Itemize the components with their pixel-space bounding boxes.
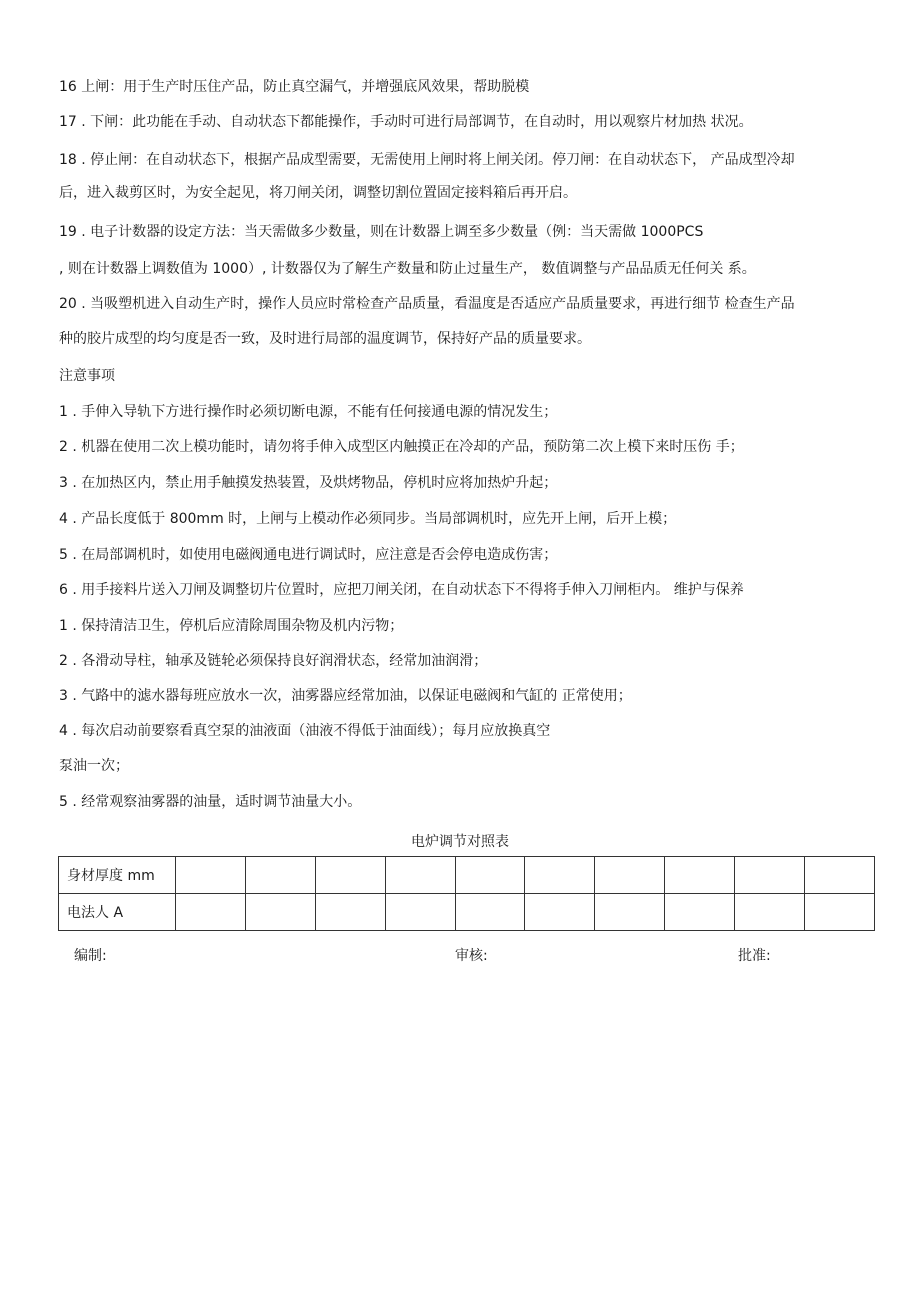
paragraph-20-cont: 种的胶片成型的均匀度是否一致，及时进行局部的温度调节，保持好产品的质量要求。 [59, 331, 591, 347]
table-cell [595, 894, 665, 931]
table-cell [176, 857, 246, 894]
precaution-item: 3 . 在加热区内，禁止用手触摸发热装置，及烘烤物品，停机时应将加热炉升起； [59, 475, 558, 491]
maintenance-item-cont: 泵油一次； [59, 758, 129, 774]
table-cell [805, 894, 875, 931]
table-cell [385, 857, 455, 894]
adjustment-table [58, 856, 875, 931]
paragraph-19: 19 . 电子计数器的设定方法：当天需做多少数量，则在计数器上调至多少数量（例：当天需做 1000PCS [59, 224, 704, 240]
table-cell [665, 894, 735, 931]
precaution-item: 4 . 产品长度低于 800mm 时，上闸与上模动作必须同步。当局部调机时，应先开上闸，后开上模； [59, 511, 677, 527]
table-cell [665, 857, 735, 894]
table-cell [245, 894, 315, 931]
table-cell [455, 857, 525, 894]
table-row [59, 894, 875, 931]
table-cell [315, 894, 385, 931]
table-cell [735, 894, 805, 931]
reviewed-by-label: 审核: [455, 948, 488, 964]
maintenance-item: 2 . 各滑动导柱，轴承及链轮必须保持良好润滑状态，经常加油润滑； [59, 653, 488, 669]
paragraph-18-cont: 后，进入裁剪区时，为安全起见，将刀闸关闭，调整切割位置固定接料箱后再开启。 [59, 185, 577, 201]
maintenance-item: 4 . 每次启动前要察看真空泵的油液面（油液不得低于油面线）；每月应放换真空 [59, 723, 551, 739]
table-cell [525, 857, 595, 894]
table-cell [455, 894, 525, 931]
maintenance-item: 5 . 经常观察油雾器的油量，适时调节油量大小。 [59, 794, 362, 810]
table-cell [735, 857, 805, 894]
table-cell [525, 894, 595, 931]
table-title: 电炉调节对照表 [411, 834, 509, 850]
paragraph-16: 16 上闸：用于生产时压住产品，防止真空漏气，并增强底风效果，帮助脱模 [59, 79, 530, 95]
table-cell [176, 894, 246, 931]
section-heading-precautions: 注意事项 [59, 368, 115, 384]
precaution-item: 6 . 用手接料片送入刀闸及调整切片位置时，应把刀闸关闭，在自动状态下不得将手伸入刀闸柜内。 维护与保养 [59, 582, 744, 598]
paragraph-19-cont: , 则在计数器上调数值为 1000）, 计数器仅为了解生产数量和防止过量生产， 数值调整与产品品质无任何关 系。 [59, 261, 756, 277]
paragraph-18: 18 . 停止闸：在自动状态下，根据产品成型需要，无需使用上闸时将上闸关闭。停刀闸：在自动状态下， 产品成型冷却 [59, 152, 795, 168]
table-cell [805, 857, 875, 894]
table-cell [385, 894, 455, 931]
paragraph-17: 17 . 下闸：此功能在手动、自动状态下都能操作，手动时可进行局部调节，在自动时，用以观察片材加热 状况。 [59, 114, 753, 130]
table-row [59, 857, 875, 894]
precaution-item: 2 . 机器在使用二次上模功能时，请勿将手伸入成型区内触摸正在冷却的产品，预防第二次上模下来时压伤 手； [59, 439, 744, 455]
compiled-by-label: 编制: [74, 948, 107, 964]
table-cell [315, 857, 385, 894]
maintenance-item: 3 . 气路中的滤水器每班应放水一次，油雾器应经常加油，以保证电磁阀和气缸的 正常使用； [59, 688, 632, 704]
precaution-item: 5 . 在局部调机时，如使用电磁阀通电进行调试时，应注意是否会停电造成伤害； [59, 547, 558, 563]
precaution-item: 1 . 手伸入导轨下方进行操作时必须切断电源，不能有任何接通电源的情况发生； [59, 404, 558, 420]
maintenance-item: 1 . 保持清洁卫生，停机后应清除周围杂物及机内污物； [59, 618, 404, 634]
approved-by-label: 批准: [738, 948, 771, 964]
row-label: 电法人 A [59, 894, 176, 931]
table-cell [245, 857, 315, 894]
row-label: 身材厚度 mm [59, 857, 176, 894]
paragraph-20: 20 . 当吸塑机进入自动生产时，操作人员应时常检查产品质量，看温度是否适应产品质量要求，再进行细节 检查生产品 [59, 296, 795, 312]
table-cell [595, 857, 665, 894]
